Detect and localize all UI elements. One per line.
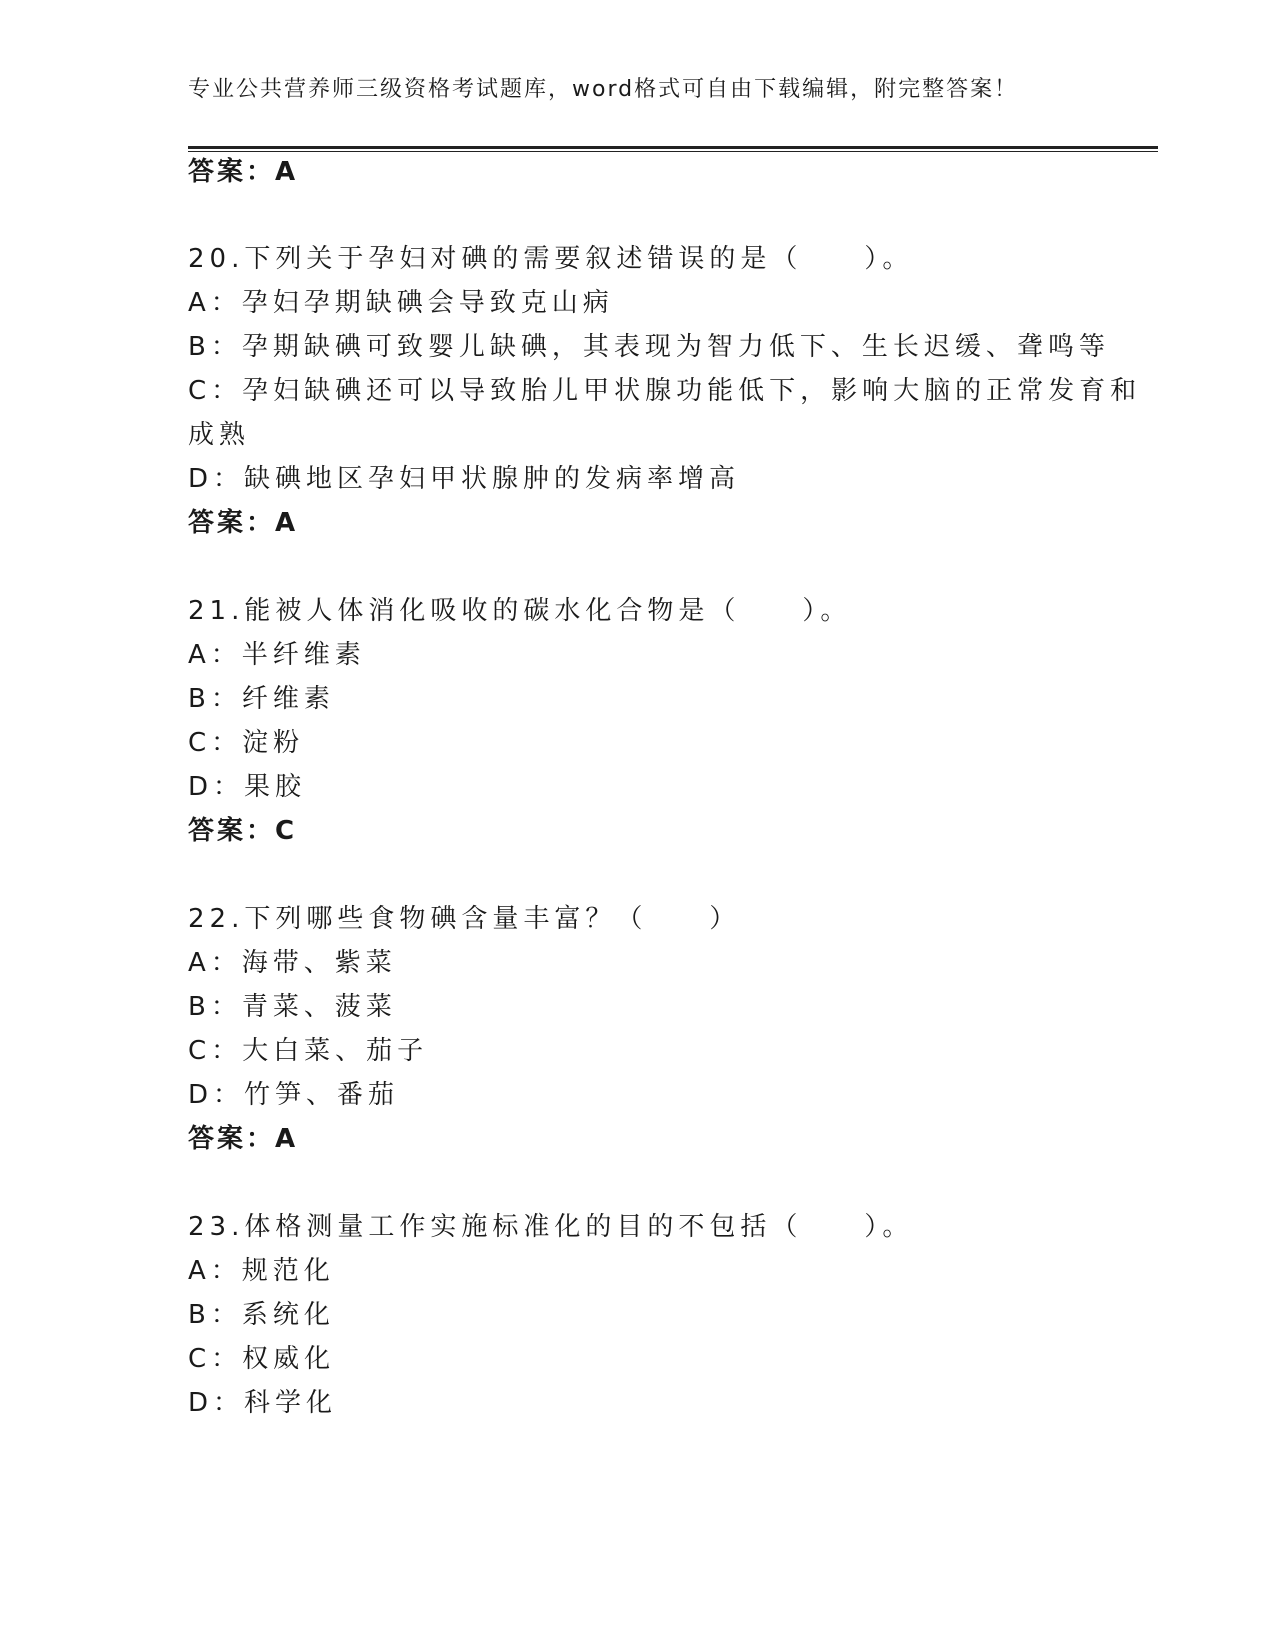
question-stem: 23.体格测量工作实施标准化的目的不包括（ ）。 — [188, 1212, 914, 1242]
question-option: A：规范化 — [188, 1256, 335, 1286]
question-answer: 答案：A — [188, 508, 299, 538]
question-stem: 22.下列哪些食物碘含量丰富？（ ） — [188, 904, 741, 934]
question-option: D：科学化 — [188, 1388, 338, 1418]
question-answer: 答案：A — [188, 1124, 299, 1154]
question-option: A：孕妇孕期缺碘会导致克山病 — [188, 288, 614, 318]
question-option: C：权威化 — [188, 1344, 336, 1374]
question-option: C：孕妇缺碘还可以导致胎儿甲状腺功能低下，影响大脑的正常发育和 — [188, 376, 1142, 406]
header-divider-thick — [188, 146, 1158, 149]
question-option: D：竹笋、番茄 — [188, 1080, 400, 1110]
question-option: B：纤维素 — [188, 684, 335, 714]
question-option: C：大白菜、茄子 — [188, 1036, 429, 1066]
question-option: D：果胶 — [188, 772, 307, 802]
page-header: 专业公共营养师三级资格考试题库，word格式可自由下载编辑，附完整答案！ — [188, 77, 1019, 102]
question-answer: 答案：C — [188, 816, 298, 846]
question-option-continued: 成熟 — [188, 420, 251, 450]
header-divider-thin — [188, 151, 1158, 152]
previous-answer: 答案：A — [188, 157, 299, 187]
question-option: D：缺碘地区孕妇甲状腺肿的发病率增高 — [188, 464, 741, 494]
question-option: B：孕期缺碘可致婴儿缺碘，其表现为智力低下、生长迟缓、聋鸣等 — [188, 332, 1110, 362]
question-option: A：半纤维素 — [188, 640, 366, 670]
question-stem: 20.下列关于孕妇对碘的需要叙述错误的是（ ）。 — [188, 244, 914, 274]
question-option: C：淀粉 — [188, 728, 305, 758]
question-option: B：青菜、菠菜 — [188, 992, 397, 1022]
question-option: A：海带、紫菜 — [188, 948, 397, 978]
question-option: B：系统化 — [188, 1300, 335, 1330]
question-stem: 21.能被人体消化吸收的碳水化合物是（ ）。 — [188, 596, 852, 626]
